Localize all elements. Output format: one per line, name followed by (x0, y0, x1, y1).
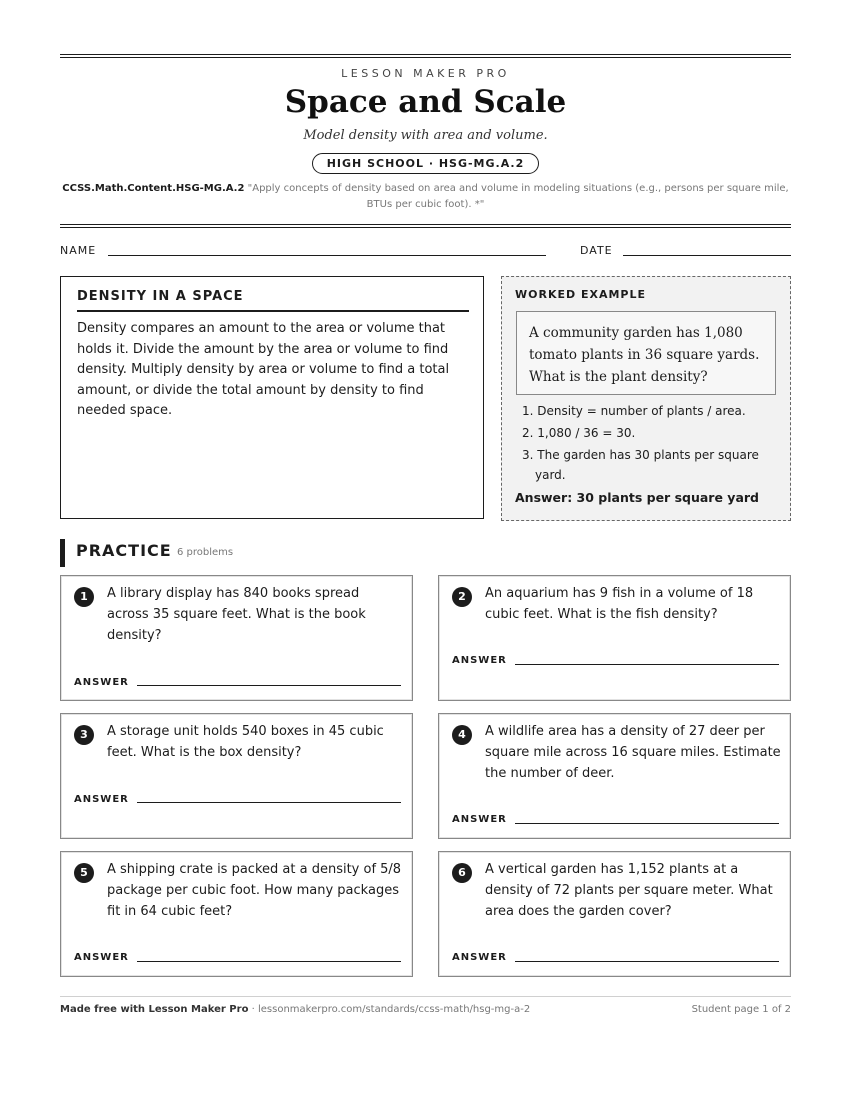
answer-label: ANSWER (452, 814, 507, 825)
standard-description (60, 181, 791, 213)
date-label: DATE (580, 244, 613, 257)
header-top-rule (60, 54, 791, 58)
problem-number-badge: 3 (74, 725, 94, 745)
answer-label: ANSWER (452, 952, 507, 963)
level-pill: HIGH SCHOOL · HSG-MG.A.2 (312, 153, 540, 174)
name-label: NAME (60, 244, 97, 257)
answer-label: ANSWER (74, 794, 129, 805)
problem-number-badge: 5 (74, 863, 94, 883)
concept-box (60, 276, 484, 519)
date-field[interactable] (623, 255, 791, 256)
name-date-row (60, 244, 791, 260)
worked-example-steps (516, 401, 778, 487)
worked-example-heading: WORKED EXAMPLE (515, 288, 646, 301)
answer-field-1[interactable] (137, 685, 401, 686)
answer-field-6[interactable] (515, 961, 779, 962)
problem-card-6 (438, 851, 791, 977)
answer-label: ANSWER (452, 655, 507, 666)
answer-label: ANSWER (74, 952, 129, 963)
problem-number-badge: 6 (452, 863, 472, 883)
worked-example-step: 2. 1,080 / 36 = 30. (522, 426, 636, 440)
answer-field-2[interactable] (515, 664, 779, 665)
brand-name: LESSON MAKER PRO (341, 67, 510, 80)
answer-field-3[interactable] (137, 802, 401, 803)
problem-number-badge: 4 (452, 725, 472, 745)
answer-label: ANSWER (74, 677, 129, 688)
problem-number-badge: 1 (74, 587, 94, 607)
concept-body: Density compares an amount to the area or volume that holds it. Divide the amount by the area or volume to find density. Multiply density by area or volume to find a total amount, or divide the total amount by density to find needed space. (77, 321, 450, 418)
practice-accent-bar (60, 539, 65, 567)
problem-text: A shipping crate is packed at a density of 5/8 package per cubic foot. How many packages fit in 64 cubic feet? (107, 862, 402, 919)
standard-text: "Apply concepts of density based on area and volume in modeling situations (e.g., persons per square mile, BTUs per cubic foot). *" (247, 183, 789, 210)
name-field[interactable] (108, 255, 546, 256)
level-pill-wrapper (60, 152, 791, 174)
page-title: Space and Scale (284, 84, 567, 120)
problem-card-1 (60, 575, 413, 701)
worked-example-step: 3. The garden has 30 plants per square yard. (522, 448, 759, 482)
standard-code: CCSS.Math.Content.HSG-MG.A.2 (62, 183, 245, 194)
problem-number-badge: 2 (452, 587, 472, 607)
problem-text: A library display has 840 books spread across 35 square feet. What is the book density? (107, 586, 366, 643)
footer-url[interactable]: · lessonmakerpro.com/standards/ccss-math/hsg-mg-a-2 (251, 1004, 531, 1015)
worked-example-box (501, 276, 791, 521)
answer-field-4[interactable] (515, 823, 779, 824)
problem-text: A vertical garden has 1,152 plants at a density of 72 plants per square meter. What area does the garden cover? (485, 862, 773, 919)
footer-made-with: Made free with Lesson Maker Pro (60, 1004, 249, 1015)
worked-example-step: 1. Density = number of plants / area. (522, 404, 746, 418)
problem-card-3 (60, 713, 413, 839)
practice-count: 6 problems (177, 547, 234, 558)
problem-card-2 (438, 575, 791, 701)
footer-page-number: Student page 1 of 2 (691, 1004, 791, 1015)
problem-text: A wildlife area has a density of 27 deer per square mile across 16 square miles. Estimate the number of deer. (485, 724, 781, 781)
problem-text: An aquarium has 9 fish in a volume of 18 cubic feet. What is the fish density? (485, 586, 754, 622)
problem-text: A storage unit holds 540 boxes in 45 cubic feet. What is the box density? (107, 724, 384, 760)
worked-example-question: A community garden has 1,080 tomato plants in 36 square yards. What is the plant density? (516, 311, 776, 395)
answer-field-5[interactable] (137, 961, 401, 962)
problem-card-5 (60, 851, 413, 977)
problem-card-4 (438, 713, 791, 839)
page-subtitle: Model density with area and volume. (303, 128, 548, 143)
worked-example-answer: Answer: 30 plants per square yard (515, 490, 759, 505)
concept-heading: DENSITY IN A SPACE (77, 289, 469, 312)
practice-title: PRACTICE (76, 541, 172, 560)
footer (60, 1004, 791, 1015)
footer-rule (60, 996, 791, 997)
header-bottom-rule (60, 224, 791, 228)
